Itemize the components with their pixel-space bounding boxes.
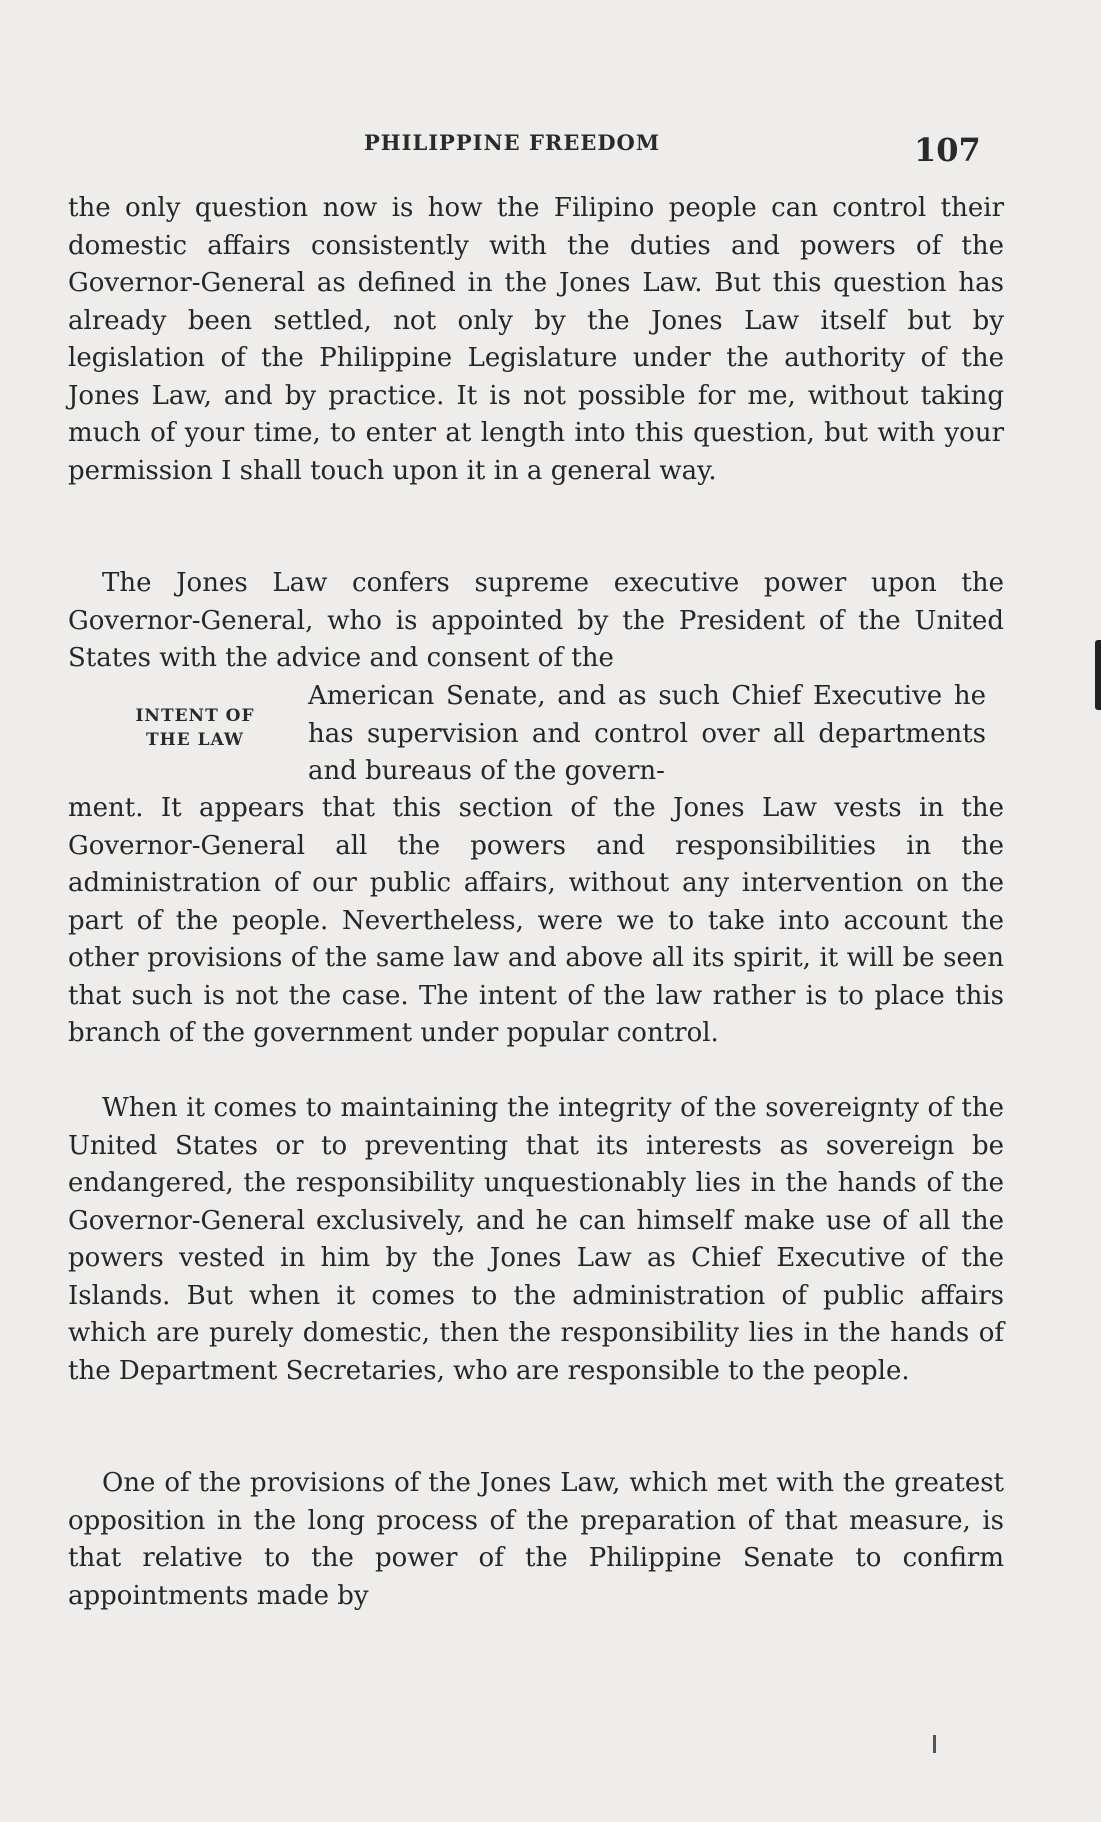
paragraph-text: One of the provisions of the Jones Law, which met with the greatest opposition in the long process of the preparation of that measure, is that relative to the power of the Philippine Senate to confirm appointments made by bbox=[68, 1468, 1004, 1611]
scan-speck bbox=[933, 1735, 936, 1753]
paragraph-jones-law-opening bbox=[68, 565, 1004, 678]
paragraph-text: the only question now is how the Filipino people can control their domestic affairs consistently with the duties and powers of the Governor-General as defined in the Jones Law. But this question has already been settled, not only by the Jones Law itself but by legislation of the Philippine Legislature under the authority of the Jones Law, and by practice. It is not possible for me, without taking much of your time, to enter at length into this question, but with your permission I shall touch upon it in a general way. bbox=[68, 193, 1004, 486]
paragraph-beside-sidenote bbox=[308, 678, 986, 791]
paragraph-jones-law-continued bbox=[68, 790, 1004, 1053]
paragraph-sovereignty bbox=[68, 1090, 1004, 1390]
sidenote-line-1: INTENT OF bbox=[135, 706, 255, 726]
margin-sidenote bbox=[120, 704, 270, 752]
paragraph-continued bbox=[68, 190, 1004, 490]
scan-edge-mark bbox=[1095, 640, 1101, 710]
paragraph-senate-confirmation bbox=[68, 1465, 1004, 1615]
running-title: PHILIPPINE FREEDOM bbox=[364, 130, 661, 155]
paragraph-text: When it comes to maintaining the integrity of the sovereignty of the United States or to preventing that its interests as sovereign be endangered, the responsibility unquestionably lies in the hands of the Governor-General exclusively, and he can himself make use of all the powers vested in him by the Jones Law as Chief Executive of the Islands. But when it comes to the administration of public affairs which are purely domestic, then the responsibility lies in the hands of the Department Secretaries, who are responsible to the people. bbox=[68, 1093, 1004, 1386]
sidenote-line-2: THE LAW bbox=[146, 730, 244, 750]
paragraph-text: ment. It appears that this section of the Jones Law vests in the Governor-General all the powers and responsibilities in the administration of our public affairs, without any intervention on the part of the people. Nevertheless, were we to take into account the other provisions of the same law and above all its spirit, it will be seen that such is not the case. The intent of the law rather is to place this branch of the government under popular control. bbox=[68, 793, 1004, 1048]
paragraph-text: The Jones Law confers supreme executive power upon the Governor-General, who is appointed by the President of the United States with the advice and consent of the bbox=[68, 568, 1004, 673]
page-number: 107 bbox=[914, 131, 981, 169]
paragraph-text: American Senate, and as such Chief Executive he has supervision and control over all departments and bureaus of the govern- bbox=[308, 681, 986, 786]
